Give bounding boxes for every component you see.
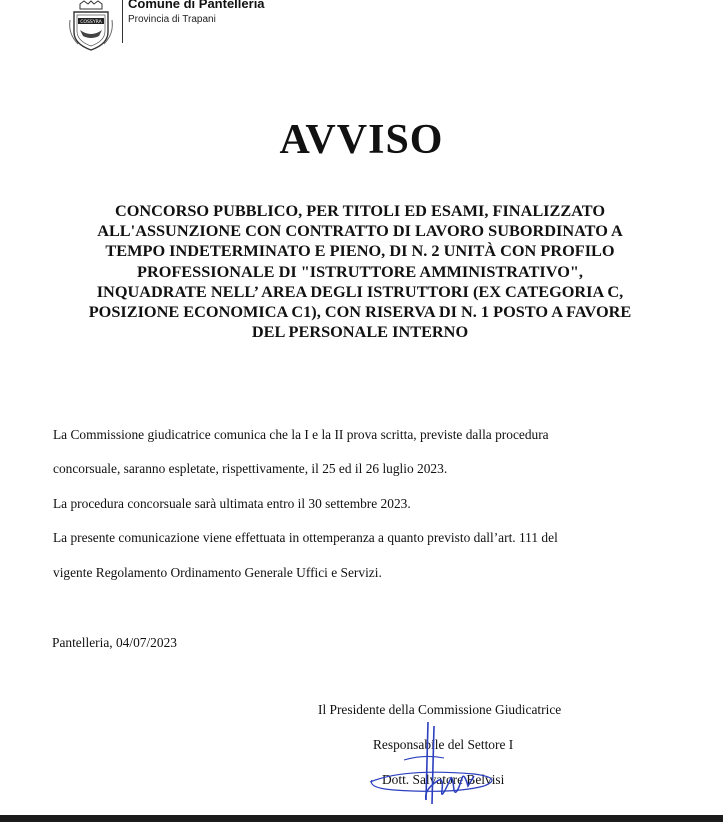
- body-text-line: La procedura concorsuale sarà ultimata entro il 30 settembre 2023.: [53, 496, 411, 511]
- place-date: Pantelleria, 04/07/2023: [52, 635, 177, 650]
- subject-line: INQUADRATE NELL’ AREA DEGLI ISTRUTTORI (EX CATEGORIA C,: [96, 281, 624, 301]
- signatory-name: Dott. Salvatore Belvisi: [382, 772, 505, 787]
- body-text-line: La presente comunicazione viene effettuata in ottemperanza a quanto previsto dall’art. 111 del: [53, 530, 558, 545]
- bottom-bar: [0, 815, 723, 822]
- subject-line: CONCORSO PUBBLICO, PER TITOLI ED ESAMI, FINALIZZATO: [114, 201, 606, 220]
- handwritten-signature: [364, 720, 514, 810]
- body-text-line: concorsuale, saranno espletate, rispettivamente, il 25 ed il 26 luglio 2023.: [53, 461, 448, 476]
- signatory-role-manager: Responsabile del Settore I: [373, 737, 514, 752]
- crest-label: COSSYRA: [80, 20, 102, 25]
- subject-line: DEL PERSONALE INTERNO: [251, 322, 469, 342]
- municipality-name: Comune di Pantelleria: [128, 0, 265, 11]
- coat-of-arms-icon: [66, 0, 116, 52]
- body-text-line: La Commissione giudicatrice comunica che la I e la II prova scritta, previste dalla procedura: [53, 427, 549, 442]
- subject-line: POSIZIONE ECONOMICA C1), CON RISERVA DI N. 1 POSTO A FAVORE: [88, 302, 632, 322]
- subject-line: TEMPO INDETERMINATO E PIENO, DI N. 2 UNITÀ CON PROFILO: [105, 241, 615, 261]
- subject-line: ALL'ASSUNZIONE CON CONTRATTO DI LAVORO SUBORDINATO A: [97, 221, 623, 241]
- header-divider: [122, 0, 123, 43]
- province-name: Provincia di Trapani: [128, 14, 216, 25]
- subject-line: PROFESSIONALE DI "ISTRUTTORE AMMINISTRATIVO",: [137, 261, 583, 281]
- body-text-line: vigente Regolamento Ordinamento Generale Uffici e Servizi.: [53, 565, 382, 580]
- signatory-role-president: Il Presidente della Commissione Giudicatrice: [318, 702, 562, 717]
- notice-title: AVVISO: [279, 117, 444, 163]
- notice-subject: [50, 201, 670, 342]
